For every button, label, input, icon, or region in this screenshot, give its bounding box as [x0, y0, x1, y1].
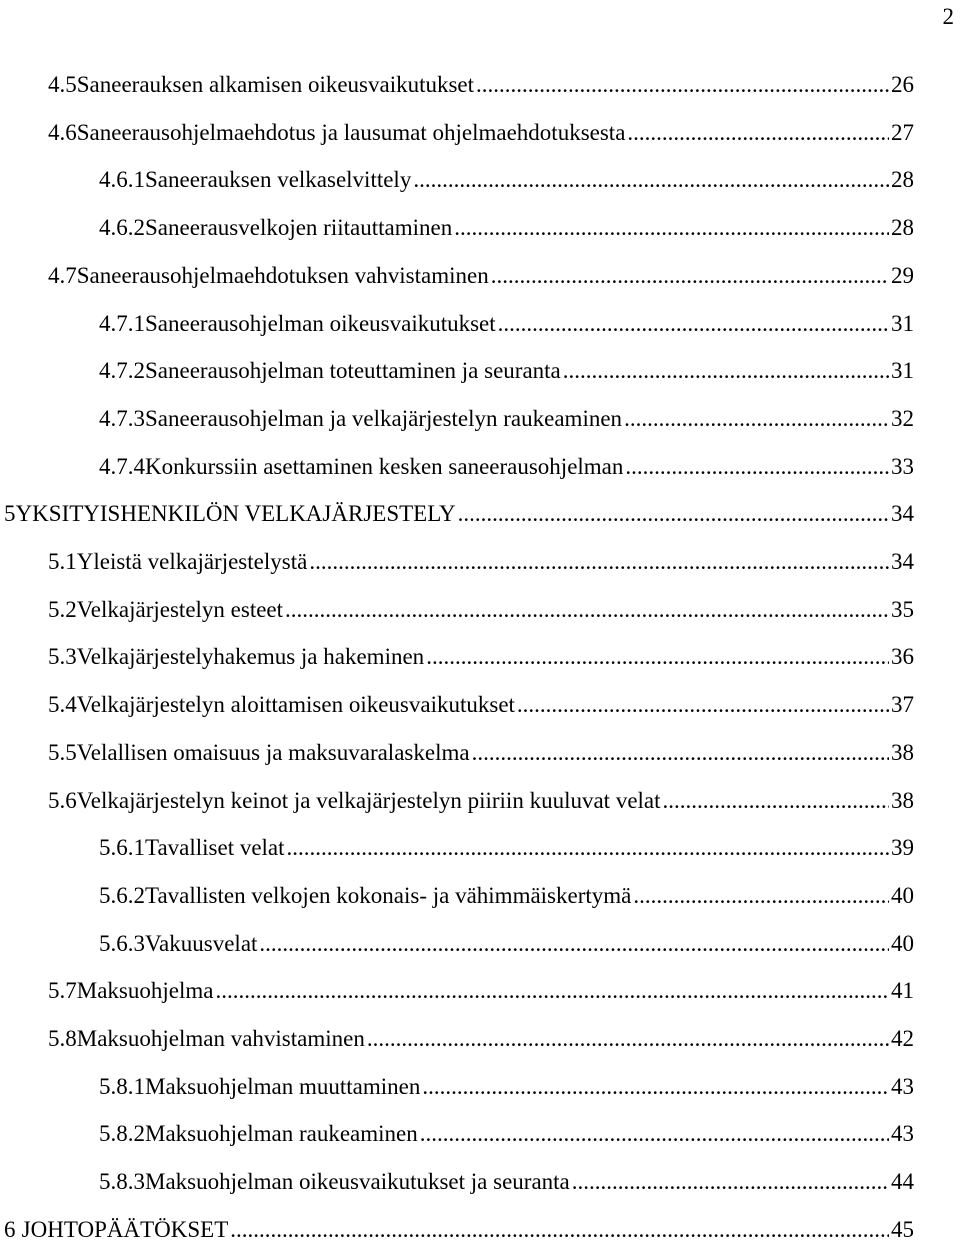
- toc-entry-page: 42: [891, 1026, 914, 1051]
- toc-entry-title: Tavallisten velkojen kokonais- ja vähimmäiskertymä: [145, 883, 632, 908]
- toc-dot-leader: [517, 686, 889, 724]
- toc-dot-leader: [633, 877, 889, 915]
- toc-dot-leader: [422, 1068, 889, 1106]
- toc-entry-title: Konkurssiin asettaminen kesken saneerausohjelman: [145, 454, 624, 479]
- toc-dot-leader: [215, 972, 889, 1010]
- toc-entry-page: 26: [891, 72, 914, 97]
- toc-entry-title: Maksuohjelma: [76, 978, 214, 1003]
- toc-entry-page: 41: [891, 978, 914, 1003]
- toc-entry-title: Velallisen omaisuus ja maksuvaralaskelma: [76, 740, 470, 765]
- toc-entry-number: 6: [4, 1217, 16, 1242]
- toc-entry-page: 28: [891, 215, 914, 240]
- toc-entry-page: 38: [891, 788, 914, 813]
- toc-dot-leader: [627, 114, 889, 152]
- toc-entry[interactable]: [0, 543, 914, 581]
- toc-entry-page: 34: [891, 549, 914, 574]
- toc-entry-number: 4.5: [48, 72, 77, 97]
- toc-entry-title: JOHTOPÄÄTÖKSET: [21, 1217, 229, 1242]
- toc-entry[interactable]: [0, 1020, 914, 1058]
- toc-dot-leader: [663, 782, 889, 820]
- toc-entry-title: Tavalliset velat: [145, 835, 285, 860]
- toc-entry-title: Vakuusvelat: [145, 931, 258, 956]
- toc-entry-number: 4.6.1: [99, 167, 145, 192]
- toc-entry-number: 4.7.3: [99, 406, 145, 431]
- toc-entry-title: Saneerausohjelman toteuttaminen ja seuranta: [145, 358, 561, 383]
- toc-entry-page: 28: [891, 167, 914, 192]
- toc-entry[interactable]: [0, 877, 914, 915]
- toc-entry-title: Maksuohjelman oikeusvaikutukset ja seuranta: [145, 1169, 570, 1194]
- toc-dot-leader: [426, 638, 889, 676]
- toc-dot-leader: [476, 66, 889, 104]
- toc-entry-number: 4.6: [48, 120, 77, 145]
- toc-entry-title: Saneerauksen alkamisen oikeusvaikutukset: [76, 72, 475, 97]
- toc-entry[interactable]: [0, 829, 914, 867]
- toc-entry-number: 5: [4, 501, 16, 526]
- toc-entry-page: 44: [891, 1169, 914, 1194]
- toc-entry-number: 5.3: [48, 644, 77, 669]
- toc-entry-number: 5.5: [48, 740, 77, 765]
- toc-entry-title: Velkajärjestelyhakemus ja hakeminen: [76, 644, 425, 669]
- toc-dot-leader: [287, 829, 889, 867]
- toc-entry[interactable]: [0, 1068, 914, 1106]
- toc-entry-title: Saneerausohjelman ja velkajärjestelyn raukeaminen: [145, 406, 623, 431]
- toc-entry[interactable]: [0, 209, 914, 247]
- toc-entry-number: 5.4: [48, 692, 77, 717]
- toc-entry-title: Saneerauksen velkaselvittely: [145, 167, 412, 192]
- toc-entry-page: 31: [891, 311, 914, 336]
- toc-dot-leader: [230, 1211, 889, 1249]
- toc-entry-number: 5.6.2: [99, 883, 145, 908]
- toc-dot-leader: [420, 1115, 889, 1153]
- toc-entry[interactable]: [0, 638, 914, 676]
- toc-entry-number: 5.8: [48, 1026, 77, 1051]
- toc-entry-number: 5.2: [48, 597, 77, 622]
- toc-entry-title: Saneerausohjelman oikeusvaikutukset: [145, 311, 496, 336]
- toc-entry-page: 43: [891, 1121, 914, 1146]
- toc-entry-page: 34: [891, 501, 914, 526]
- toc-entry[interactable]: [0, 782, 914, 820]
- toc-dot-leader: [413, 161, 889, 199]
- toc-dot-leader: [285, 591, 889, 629]
- toc-entry-title: Velkajärjestelyn esteet: [76, 597, 284, 622]
- toc-dot-leader: [572, 1163, 889, 1201]
- toc-entry[interactable]: [0, 686, 914, 724]
- toc-dot-leader: [624, 400, 889, 438]
- page-number: 2: [942, 4, 954, 29]
- toc-entry-page: 33: [891, 454, 914, 479]
- toc-entry-title: Saneerausohjelmaehdotuksen vahvistaminen: [76, 263, 489, 288]
- toc-entry-title: Maksuohjelman raukeaminen: [145, 1121, 418, 1146]
- toc-dot-leader: [498, 305, 889, 343]
- toc-entry-number: 4.7.2: [99, 358, 145, 383]
- toc-entry[interactable]: [0, 1163, 914, 1201]
- toc-entry-number: 5.8.2: [99, 1121, 145, 1146]
- toc-entry[interactable]: [0, 305, 914, 343]
- toc-entry[interactable]: [0, 114, 914, 152]
- toc-entry-number: 5.6.1: [99, 835, 145, 860]
- toc-dot-leader: [259, 925, 889, 963]
- toc-entry-page: 32: [891, 406, 914, 431]
- toc-dot-leader: [367, 1020, 889, 1058]
- toc-entry[interactable]: [0, 352, 914, 390]
- toc-entry-page: 39: [891, 835, 914, 860]
- toc-entry[interactable]: [0, 448, 914, 486]
- toc-entry-title: Maksuohjelman vahvistaminen: [76, 1026, 365, 1051]
- toc-entry[interactable]: [0, 495, 914, 533]
- toc-entry[interactable]: [0, 400, 914, 438]
- toc-dot-leader: [625, 448, 889, 486]
- toc-entry[interactable]: [0, 1115, 914, 1153]
- toc-entry[interactable]: [0, 257, 914, 295]
- toc-dot-leader: [458, 495, 889, 533]
- toc-dot-leader: [472, 734, 889, 772]
- toc-entry-title: Yleistä velkajärjestelystä: [76, 549, 308, 574]
- toc-entry[interactable]: [0, 734, 914, 772]
- toc-entry-number: 4.7.1: [99, 311, 145, 336]
- toc-dot-leader: [309, 543, 889, 581]
- toc-entry-number: 4.7.4: [99, 454, 145, 479]
- toc-entry-number: 5.8.1: [99, 1074, 145, 1099]
- toc-entry[interactable]: [0, 925, 914, 963]
- toc-entry-number: 5.1: [48, 549, 77, 574]
- toc-entry-page: 29: [891, 263, 914, 288]
- toc-dot-leader: [563, 352, 889, 390]
- toc-entry-number: 4.6.2: [99, 215, 145, 240]
- toc-entry-page: 40: [891, 883, 914, 908]
- toc-entry-page: 37: [891, 692, 914, 717]
- toc-entry-page: 35: [891, 597, 914, 622]
- toc-entry-number: 5.6: [48, 788, 77, 813]
- toc-entry[interactable]: [0, 66, 914, 104]
- toc-entry-page: 36: [891, 644, 914, 669]
- toc-entry-title: Velkajärjestelyn keinot ja velkajärjestelyn piiriin kuuluvat velat: [76, 788, 661, 813]
- toc-entry-page: 38: [891, 740, 914, 765]
- toc-entry[interactable]: [0, 161, 914, 199]
- toc-entry-title: Maksuohjelman muuttaminen: [145, 1074, 421, 1099]
- toc-entry-page: 27: [891, 120, 914, 145]
- toc-entry-number: 5.7: [48, 978, 77, 1003]
- toc-entry-page: 31: [891, 358, 914, 383]
- toc-entry-page: 43: [891, 1074, 914, 1099]
- toc-entry-page: 40: [891, 931, 914, 956]
- toc-entry[interactable]: [0, 972, 914, 1010]
- toc-dot-leader: [454, 209, 889, 247]
- toc-entry[interactable]: [0, 591, 914, 629]
- toc-entry-number: 4.7: [48, 263, 77, 288]
- toc-entry-title: Velkajärjestelyn aloittamisen oikeusvaikutukset: [76, 692, 515, 717]
- toc-dot-leader: [491, 257, 889, 295]
- toc-entry-page: 45: [891, 1217, 914, 1242]
- toc-entry-number: 5.8.3: [99, 1169, 145, 1194]
- toc-entry-title: YKSITYISHENKILÖN VELKAJÄRJESTELY: [15, 501, 456, 526]
- toc-entry-number: 5.6.3: [99, 931, 145, 956]
- toc-entry[interactable]: [0, 1211, 914, 1249]
- toc-entry-title: Saneerausvelkojen riitauttaminen: [145, 215, 453, 240]
- toc-entry-title: Saneerausohjelmaehdotus ja lausumat ohjelmaehdotuksesta: [76, 120, 626, 145]
